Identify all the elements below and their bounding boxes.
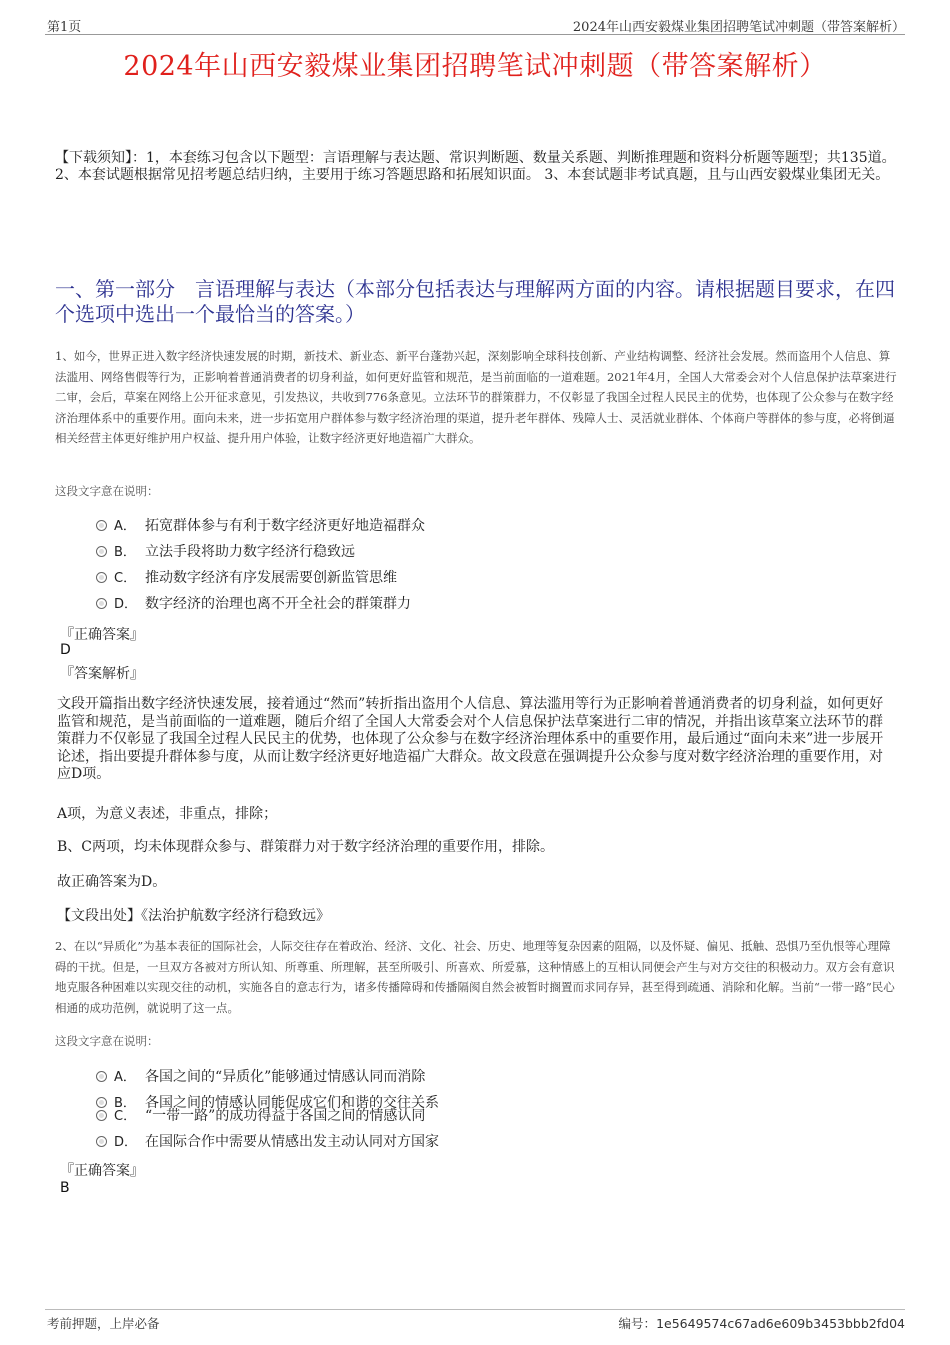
option-text: 各国之间的“异质化”能够通过情感认同而消除 (145, 1069, 426, 1085)
question-2-option-a[interactable] (96, 1067, 425, 1087)
footer-code (619, 1314, 905, 1332)
question-2-prompt: 这段文字意在说明： (55, 1034, 159, 1048)
question-2-answer: B (60, 1180, 70, 1196)
section-heading: 一、第一部分 言语理解与表达（本部分包括表达与理解两方面的内容。请根据题目要求，在四个选项中选出一个最恰当的答案。） (55, 277, 895, 326)
radio-icon[interactable] (96, 520, 107, 531)
option-letter: D． (114, 1135, 138, 1150)
question-1-conclusion: 故正确答案为D。 (57, 874, 167, 890)
radio-icon[interactable] (96, 1110, 107, 1121)
option-text: 数字经济的治理也离不开全社会的群策群力 (145, 596, 411, 612)
footer-slogan: 考前押题，上岸必备 (47, 1316, 160, 1331)
question-1-source: 【文段出处】《法治护航数字经济行稳致远》 (57, 908, 330, 924)
page-number: 第1页 (47, 20, 82, 35)
question-1-prompt: 这段文字意在说明： (55, 484, 159, 498)
question-1-text: 1、如今，世界正进入数字经济快速发展的时期，新技术、新业态、新平台蓬勃兴起，深刻影响全球科技创新、产业结构调整、经济社会发展。然而盗用个人信息、算法滥用、网络售假等行为，正影响着普通消费者的切身利益，如何更好监管和规范，是当前面临的一道难题。2021年4月，全国人大常委会对个人信息保护法草案进行二审，会后，草案在网络上公开征求意见，引发热议，共收到776条意见。立法环节的群策群力，不仅彰显了我国全过程人民民主的优势，也体现了公众参与在数字经济治理体系中的重要作用。面向未来，进一步拓宽用户群体参与数字经济治理的渠道，提升老年群体、残障人士、灵活就业群体、个体商户等群体的参与度，必将倒逼相关经营主体更好维护用户权益、提升用户体验，让数字经济更好地造福广大群众。 (55, 349, 897, 445)
question-1-option-a-note: A项，为意义表述，非重点，排除； (57, 806, 278, 822)
question-2-text: 2、在以“异质化”为基本表征的国际社会，人际交往存在着政治、经济、文化、社会、历史、地理等复杂因素的阻隔，以及怀疑、偏见、抵触、恐惧乃至仇恨等心理障碍的干扰。但是，一旦双方各被对方所认知、所尊重、所理解，甚至所吸引、所喜欢、所爱慕，这种情感上的互相认同便会产生与对方交往的积极动力。双方会有意识地克服各种困难以实现交往的动机，实施各自的意志行为，诸多传播障碍和传播隔阂自然会被暂时搁置而求同存异，甚至得到疏通、消除和化解。当前“一带一路”民心相通的成功范例，就说明了这一点。 (55, 939, 895, 1015)
question-1-answer: D (60, 642, 71, 658)
footer-code-label: 编号： (618, 1316, 657, 1331)
question-2-option-c[interactable] (96, 1106, 425, 1126)
option-text: 在国际合作中需要从情感出发主动认同对方国家 (145, 1134, 439, 1150)
footer-code-value: 1e5649574c67ad6e609b3453bbb2fd04 (656, 1316, 905, 1331)
option-text: 立法手段将助力数字经济行稳致远 (145, 544, 355, 560)
option-letter: D． (114, 597, 138, 612)
option-text: 各国之间的情感认同能促成它们和谐的交往关系 (145, 1095, 439, 1111)
option-letter: A． (114, 519, 136, 534)
option-text: “一带一路”的成功得益于各国之间的情感认同 (145, 1108, 426, 1124)
question-1-option-a[interactable] (96, 516, 425, 536)
question-1-analysis: 文段开篇指出数字经济快速发展，接着通过“然而”转折指出盗用个人信息、算法滥用等行为正影响着普通消费者的切身利益，如何更好监管和规范，是当前面临的一道难题，随后介绍了全国人大常委会对个人信息保护法草案进行二审的情况，并指出该草案立法环节的群策群力不仅彰显了我国全过程人民民主的优势，也体现了公众参与在数字经济治理体系中的重要作用，最后通过“面向未来”进一步展开论述，指出要提升群体参与度，从而让数字经济更好地造福广大群众。故文段意在强调提升公众参与度对数字经济治理的重要作用，对应D项。 (57, 696, 884, 783)
option-text: 拓宽群体参与有利于数字经济更好地造福群众 (145, 518, 425, 534)
question-1-answer-label: 『正确答案』 (60, 627, 144, 643)
radio-icon[interactable] (96, 1071, 107, 1082)
question-1-option-d[interactable] (96, 594, 411, 614)
radio-icon[interactable] (96, 572, 107, 583)
option-letter: B． (114, 545, 136, 560)
option-letter: B． (114, 1096, 136, 1111)
question-2-option-d[interactable] (96, 1132, 439, 1152)
header-doc-title: 2024年山西安毅煤业集团招聘笔试冲刺题（带答案解析） (572, 20, 905, 35)
question-1-option-b[interactable] (96, 542, 355, 562)
radio-icon[interactable] (96, 1136, 107, 1147)
option-letter: A． (114, 1070, 136, 1085)
option-text: 推动数字经济有序发展需要创新监管思维 (145, 570, 397, 586)
question-2-answer-label: 『正确答案』 (60, 1163, 144, 1179)
radio-icon[interactable] (96, 598, 107, 609)
footer-divider (45, 1309, 905, 1310)
option-letter: C． (114, 571, 137, 586)
page-title: 2024年山西安毅煤业集团招聘笔试冲刺题（带答案解析） (123, 51, 827, 82)
download-notice: 【下载须知】：1，本套练习包含以下题型：言语理解与表达题、常识判断题、数量关系题、判断推理题和资料分析题等题型；共135道。 2、本套试题根据常见招考题总结归纳，主要用于练习答题思路和拓展知识面。 3、本套试题非考试真题，且与山西安毅煤业集团无关。 (55, 150, 896, 183)
option-letter: C． (114, 1109, 137, 1124)
radio-icon[interactable] (96, 546, 107, 557)
question-1-option-bc-note: B、C两项，均未体现群众参与、群策群力对于数字经济治理的重要作用，排除。 (57, 839, 554, 855)
question-1-option-c[interactable] (96, 568, 397, 588)
question-1-analysis-label: 『答案解析』 (60, 666, 144, 682)
header-divider (45, 34, 905, 35)
